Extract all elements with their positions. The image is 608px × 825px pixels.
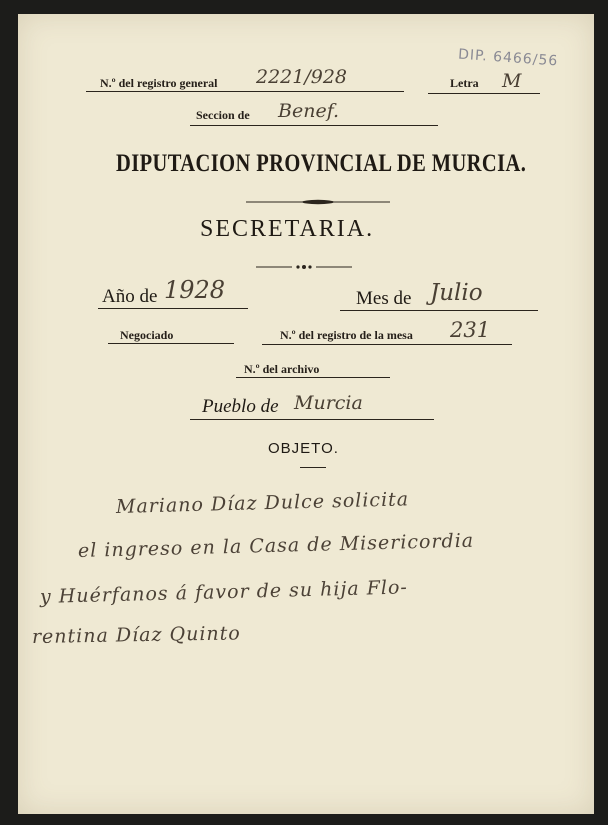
- letra-label: Letra: [450, 76, 479, 90]
- objeto-heading: OBJETO.: [268, 440, 339, 457]
- mes-value: Julio: [430, 280, 483, 306]
- archivo-label: N.º del archivo: [244, 362, 320, 376]
- mes-label: Mes de: [356, 288, 412, 309]
- registro-mesa-line: [262, 344, 512, 345]
- anio-value: 1928: [164, 276, 226, 304]
- objeto-line-3: y Huérfanos á favor de su hija Flo-: [39, 576, 409, 608]
- objeto-underline: [300, 467, 326, 468]
- registro-general-label: N.º del registro general: [100, 76, 218, 90]
- department-title: SECRETARIA.: [200, 216, 375, 242]
- anio-label: Año de: [102, 286, 158, 307]
- anio-line: [98, 308, 248, 309]
- seccion-label: Seccion de: [196, 108, 250, 122]
- archivo-line: [236, 377, 390, 378]
- objeto-line-2: el ingreso en la Casa de Misericordia: [77, 529, 475, 562]
- negociado-line: [108, 343, 234, 344]
- pueblo-label: Pueblo de: [202, 396, 279, 417]
- department-ornament: [256, 255, 352, 261]
- letra-line: [428, 93, 540, 94]
- pueblo-value: Murcia: [294, 392, 363, 414]
- page-title: DIPUTACION PROVINCIAL DE MURCIA.: [116, 150, 527, 177]
- registro-mesa-label: N.º del registro de la mesa: [280, 328, 413, 342]
- archive-reference: DIP. 6466/56: [457, 46, 559, 70]
- objeto-line-1: Mariano Díaz Dulce solicita: [115, 488, 410, 518]
- registro-general-line: [86, 91, 404, 92]
- document-sheet: [18, 14, 594, 814]
- seccion-line: [190, 125, 438, 126]
- objeto-line-4: rentina Díaz Quinto: [31, 622, 241, 648]
- registro-mesa-value: 231: [450, 318, 491, 342]
- negociado-label: Negociado: [120, 328, 174, 342]
- mes-line: [340, 310, 538, 311]
- title-ornament: [246, 190, 390, 196]
- pueblo-line: [190, 419, 434, 420]
- seccion-value: Benef.: [278, 100, 340, 122]
- letra-value: M: [502, 70, 522, 92]
- registro-general-value: 2221/928: [256, 66, 348, 88]
